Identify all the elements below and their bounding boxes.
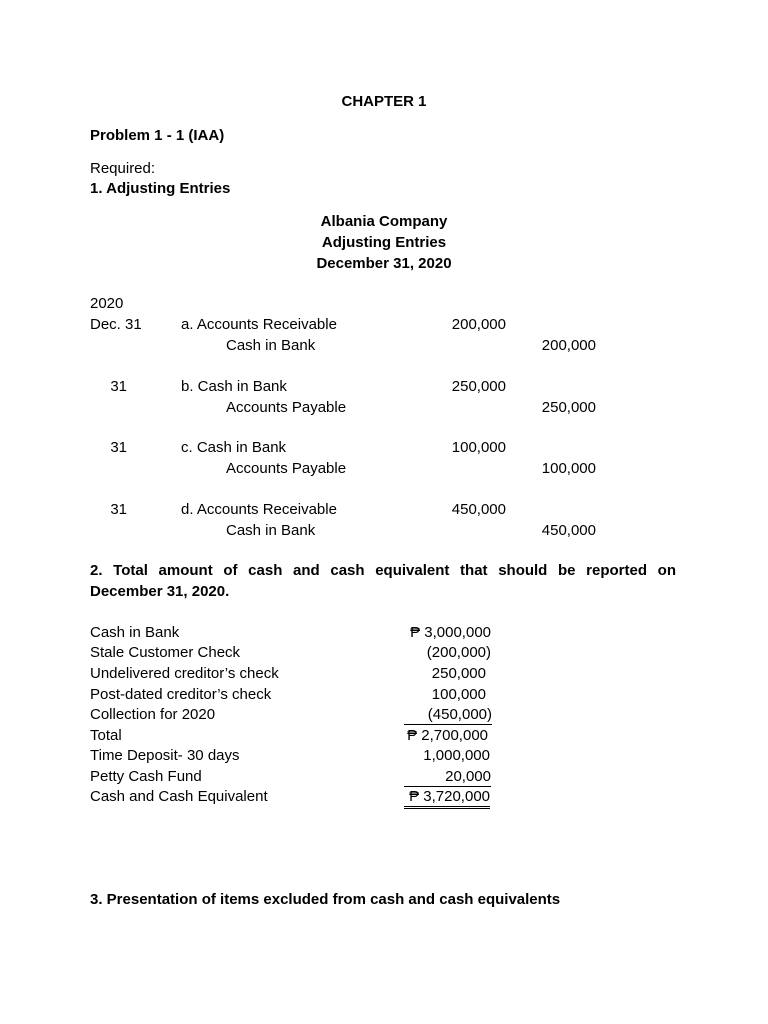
entry-debit-amount: 200,000: [451, 316, 506, 333]
entry-debit-account: a. Accounts Receivable: [181, 316, 337, 333]
entry-credit-account: Accounts Payable: [226, 399, 347, 416]
statement-title: Adjusting Entries: [321, 234, 447, 251]
entry-credit-account: Cash in Bank: [226, 522, 316, 539]
company-name: Albania Company: [320, 213, 448, 230]
schedule-label: Undelivered creditor’s check: [90, 665, 279, 682]
entry-debit-account: b. Cash in Bank: [181, 378, 287, 395]
schedule-value: 100,000: [431, 686, 486, 703]
schedule-total-value: ₱ 3,720,000: [404, 787, 490, 809]
entry-credit-amount: 450,000: [541, 522, 596, 539]
schedule-value: (450,000): [404, 705, 492, 725]
schedule-value: 250,000: [431, 665, 486, 682]
journal-year: 2020: [90, 295, 124, 312]
entry-date: Dec. 31: [90, 316, 142, 333]
entry-date: 31: [110, 378, 127, 395]
question-2-heading-line-2: December 31, 2020.: [90, 583, 230, 600]
question-1-heading: 1. Adjusting Entries: [90, 180, 231, 197]
statement-date: December 31, 2020: [316, 255, 452, 272]
entry-credit-account: Cash in Bank: [226, 337, 316, 354]
question-2-heading-line-1: 2. Total amount of cash and cash equivalent that should be reported on: [90, 562, 676, 579]
schedule-label: Collection for 2020: [90, 706, 216, 723]
schedule-label: Time Deposit- 30 days: [90, 747, 240, 764]
required-label: Required:: [90, 160, 156, 177]
entry-debit-amount: 100,000: [451, 439, 506, 456]
schedule-value: ₱ 2,700,000: [407, 727, 488, 744]
chapter-title: CHAPTER 1: [341, 93, 427, 110]
schedule-value: ₱ 3,000,000: [410, 624, 491, 641]
entry-date: 31: [110, 501, 127, 518]
schedule-label: Cash and Cash Equivalent: [90, 788, 268, 805]
entry-debit-account: d. Accounts Receivable: [181, 501, 337, 518]
question-3-heading: 3. Presentation of items excluded from cash and cash equivalents: [90, 891, 561, 908]
schedule-value: 1,000,000: [423, 747, 490, 764]
schedule-label: Petty Cash Fund: [90, 768, 202, 785]
entry-date: 31: [110, 439, 127, 456]
schedule-label: Post-dated creditor’s check: [90, 686, 272, 703]
entry-debit-amount: 250,000: [451, 378, 506, 395]
entry-credit-amount: 200,000: [541, 337, 596, 354]
entry-debit-amount: 450,000: [451, 501, 506, 518]
schedule-value: 20,000: [404, 767, 491, 787]
entry-debit-account: c. Cash in Bank: [181, 439, 287, 456]
entry-credit-amount: 250,000: [541, 399, 596, 416]
entry-credit-account: Accounts Payable: [226, 460, 347, 477]
entry-credit-amount: 100,000: [541, 460, 596, 477]
schedule-label: Total: [90, 727, 122, 744]
schedule-value: (200,000): [426, 644, 491, 661]
problem-title: Problem 1 - 1 (IAA): [90, 127, 225, 144]
schedule-label: Stale Customer Check: [90, 644, 241, 661]
schedule-label: Cash in Bank: [90, 624, 180, 641]
